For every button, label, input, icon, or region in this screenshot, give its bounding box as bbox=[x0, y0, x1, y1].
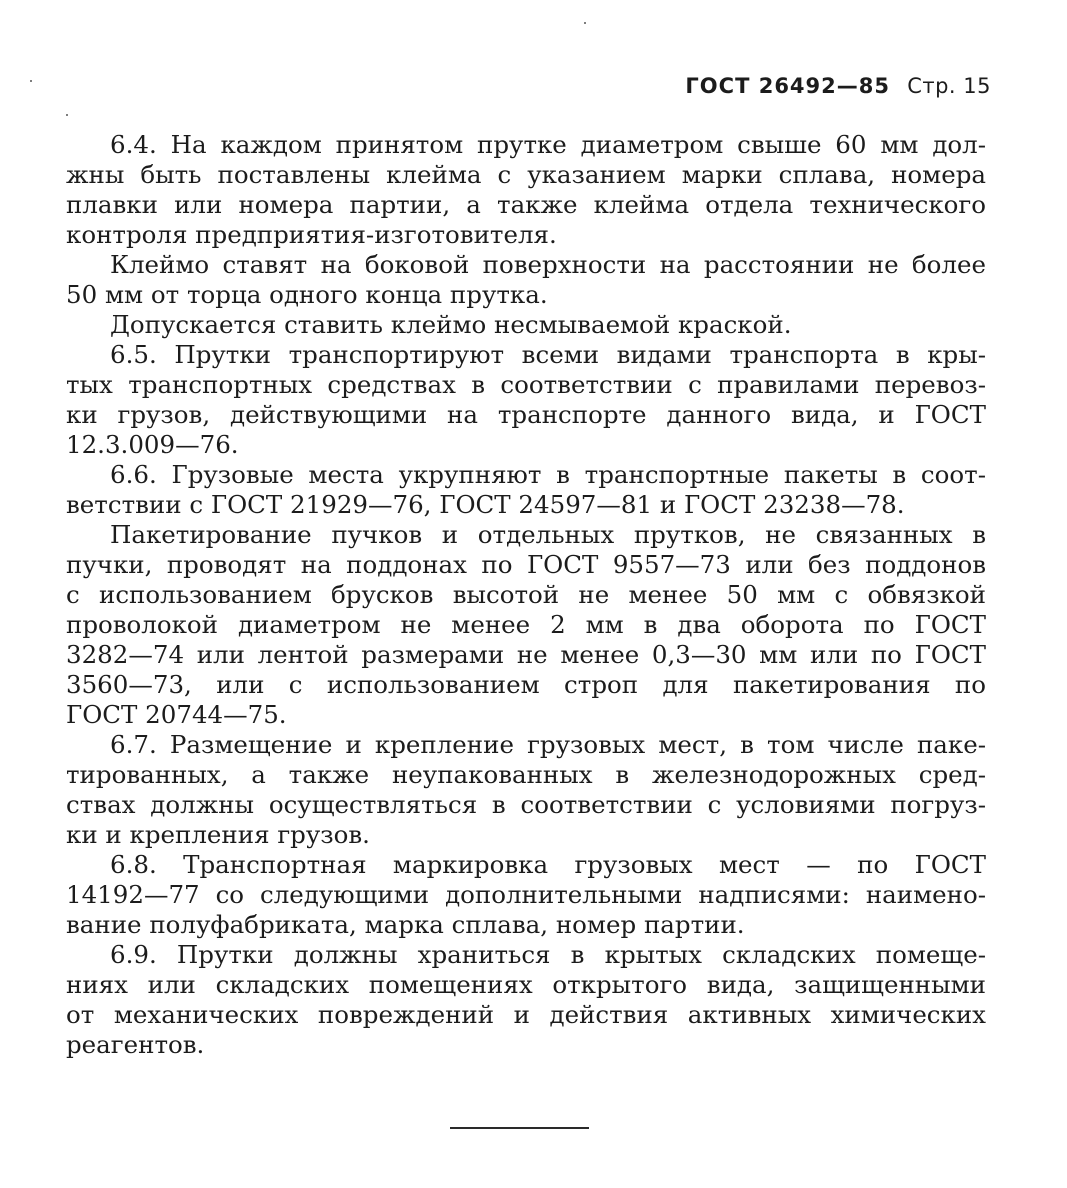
text-line: контроля предприятия-изготовителя. bbox=[66, 220, 557, 249]
text-line: 3560—73, или с использованием строп для пакетирования по bbox=[66, 670, 986, 699]
text-line: плавки или номера партии, а также клейма отдела технического bbox=[66, 190, 986, 219]
text-line: Клеймо ставят на боковой поверхности на расстоянии не более bbox=[110, 250, 986, 279]
scan-speck bbox=[584, 22, 586, 24]
text-line: 6.4. На каждом принятом прутке диаметром свыше 60 мм дол- bbox=[110, 130, 986, 159]
text-line: 3282—74 или лентой размерами не менее 0,3—30 мм или по ГОСТ bbox=[66, 640, 986, 669]
text-line: 6.9. Прутки должны храниться в крытых складских помеще- bbox=[110, 940, 986, 969]
text-line: 12.3.009—76. bbox=[66, 430, 239, 459]
text-line: Пакетирование пучков и отдельных прутков, не связанных в bbox=[110, 520, 986, 549]
text-line: 6.5. Прутки транспортируют всеми видами транспорта в кры- bbox=[110, 340, 986, 369]
end-rule bbox=[450, 1127, 589, 1129]
text-line: ниях или складских помещениях открытого вида, защищенными bbox=[66, 970, 986, 999]
text-line: 6.8. Транспортная маркировка грузовых мест — по ГОСТ bbox=[110, 850, 986, 879]
text-line: пучки, проводят на поддонах по ГОСТ 9557—73 или без поддонов bbox=[66, 550, 986, 579]
text-line: 6.7. Размещение и крепление грузовых мест, в том числе паке- bbox=[110, 730, 986, 759]
text-line: 50 мм от торца одного конца прутка. bbox=[66, 280, 548, 309]
text-line: вание полуфабриката, марка сплава, номер партии. bbox=[66, 910, 745, 939]
scan-speck bbox=[66, 114, 68, 116]
text-line: ки и крепления грузов. bbox=[66, 820, 370, 849]
text-line: 14192—77 со следующими дополнительными надписями: наимено- bbox=[66, 880, 986, 909]
page-header bbox=[685, 74, 991, 98]
text-line: с использованием брусков высотой не менее 50 мм с обвязкой bbox=[66, 580, 986, 609]
scan-speck bbox=[30, 80, 32, 82]
text-line: ки грузов, действующими на транспорте данного вида, и ГОСТ bbox=[66, 400, 986, 429]
text-line: тых транспортных средствах в соответствии с правилами перевоз- bbox=[66, 370, 986, 399]
text-line: ГОСТ 20744—75. bbox=[66, 700, 287, 729]
text-line: жны быть поставлены клейма с указанием марки сплава, номера bbox=[66, 160, 986, 189]
standard-number: ГОСТ 26492—85 bbox=[685, 74, 890, 98]
text-line: 6.6. Грузовые места укрупняют в транспортные пакеты в соот- bbox=[110, 460, 986, 489]
text-line: реагентов. bbox=[66, 1030, 205, 1059]
text-line: ствах должны осуществляться в соответствии с условиями погруз- bbox=[66, 790, 986, 819]
text-line: тированных, а также неупакованных в железнодорожных сред- bbox=[66, 760, 986, 789]
text-line: Допускается ставить клеймо несмываемой краской. bbox=[110, 310, 792, 339]
text-line: от механических повреждений и действия активных химических bbox=[66, 1000, 986, 1029]
page-number: Стр. 15 bbox=[907, 74, 991, 98]
text-line: ветствии с ГОСТ 21929—76, ГОСТ 24597—81 и ГОСТ 23238—78. bbox=[66, 490, 905, 519]
document-body bbox=[66, 130, 986, 1060]
text-line: проволокой диаметром не менее 2 мм в два оборота по ГОСТ bbox=[66, 610, 986, 639]
